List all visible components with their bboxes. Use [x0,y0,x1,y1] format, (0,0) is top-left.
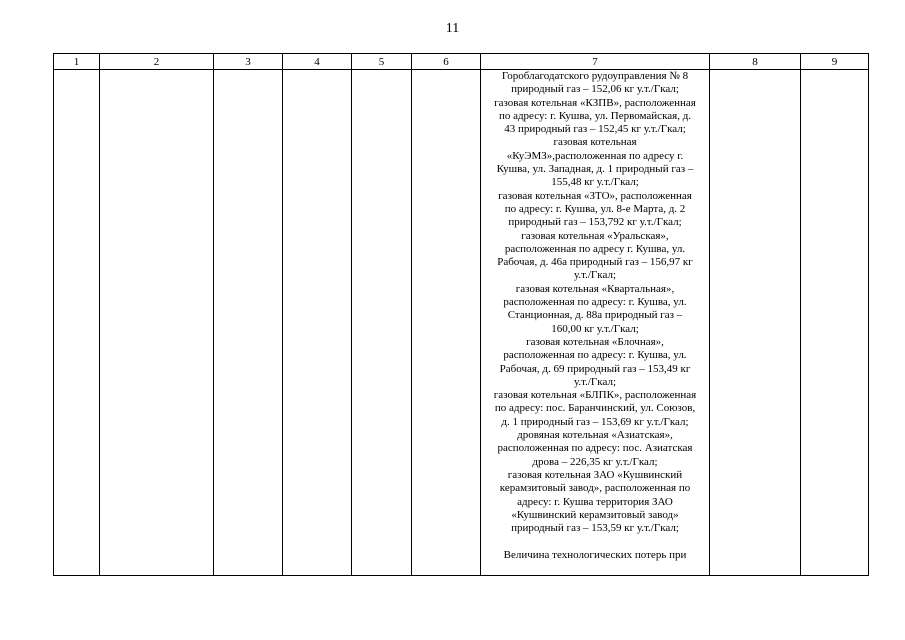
text-line: газовая котельная «БЛПК», расположенная [493,389,697,402]
text-line: по адресу: пос. Баранчинский, ул. Союзов, [494,402,696,415]
text-line: по адресу: г. Кушва, ул. 8-е Марта, д. 2 [504,202,686,215]
column-header-2: 2 [100,54,214,70]
page-number: 11 [445,21,460,36]
column-header-6: 6 [412,54,481,70]
table-cell-col3 [214,70,283,576]
table-cell-col7 [481,70,710,576]
column-header-8: 8 [710,54,801,70]
text-line: «КуЭМЗ»,расположенная по адресу г. [506,149,684,162]
text-line: керамзитовый завод», расположенная по [499,482,691,495]
text-line: 43 природный газ – 152,45 кг у.т./Гкал; [504,123,686,136]
column-header-1: 1 [54,54,100,70]
text-line: расположенная по адресу: г. Кушва, ул. [503,296,687,309]
heat-sources-text [481,70,709,562]
table-cell-col1 [54,70,100,576]
text-line: газовая котельная «ЗТО», расположенная [498,189,692,202]
text-line: природный газ – 153,59 кг у.т./Гкал; [511,522,679,535]
text-line: 160,00 кг у.т./Гкал; [551,322,639,335]
text-line: Рабочая, д. 69 природный газ – 153,49 кг [499,362,691,375]
text-line: «Кушвинский керамзитовый завод» [511,508,679,521]
text-line: газовая котельная [553,136,637,149]
text-line: Рабочая, д. 46а природный газ – 156,97 кг [497,256,693,269]
data-table [53,53,869,576]
text-line: Величина технологических потерь при [503,548,687,561]
text-line: природный газ – 153,792 кг у.т./Гкал; [508,216,682,229]
table-row [54,70,869,576]
table-cell-col8 [710,70,801,576]
text-line: Гороблагодатского рудоуправления № 8 [501,70,689,82]
text-line: газовая котельная «Квартальная», [515,282,675,295]
text-line: расположенная по адресу: пос. Азиатская [497,442,693,455]
table-cell-col2 [100,70,214,576]
text-line: у.т./Гкал; [574,375,616,388]
text-line: 155,48 кг у.т./Гкал; [551,176,639,189]
column-header-7: 7 [481,54,710,70]
column-header-9: 9 [801,54,869,70]
text-line: Кушва, ул. Западная, д. 1 природный газ – [496,163,694,176]
text-line: адресу: г. Кушва территория ЗАО [517,495,673,508]
column-header-4: 4 [283,54,352,70]
text-line: газовая котельная «КЗПВ», расположенная [494,96,696,109]
column-header-3: 3 [214,54,283,70]
text-line: газовая котельная «Уральская», [521,229,669,242]
header-row [54,54,869,70]
text-line: газовая котельная ЗАО «Кушвинский [507,468,683,481]
text-line: у.т./Гкал; [574,269,616,282]
table-cell-col4 [283,70,352,576]
text-line: природный газ – 152,06 кг у.т./Гкал; [511,83,679,96]
text-line: Станционная, д. 88а природный газ – [507,309,683,322]
text-line: по адресу: г. Кушва, ул. Первомайская, д. [498,109,692,122]
table-cell-col5 [352,70,412,576]
text-line: газовая котельная «Блочная», [526,335,664,348]
text-line: расположенная по адресу г. Кушва, ул. [504,242,686,255]
text-line: дрова – 226,35 кг у.т./Гкал; [532,455,658,468]
table-cell-col9 [801,70,869,576]
column-header-5: 5 [352,54,412,70]
text-line: расположенная по адресу: г. Кушва, ул. [503,349,687,362]
text-line: дровяная котельная «Азиатская», [517,429,673,442]
text-line: д. 1 природный газ – 153,69 кг у.т./Гкал; [501,415,689,428]
table-cell-col6 [412,70,481,576]
text-line [481,535,709,548]
